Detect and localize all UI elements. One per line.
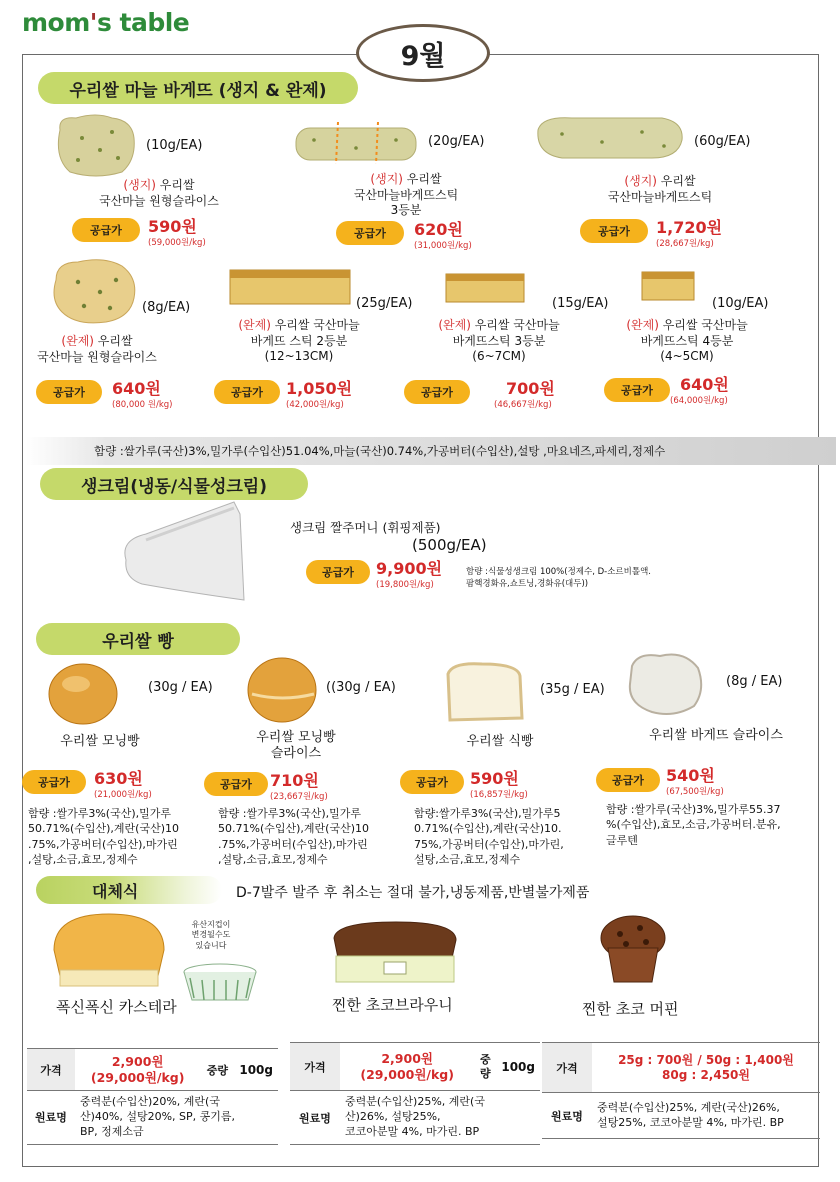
brownie-weight: 100g	[496, 1043, 540, 1091]
weight-garlic-4: (8g/EA)	[142, 300, 191, 315]
product-name-rice-1: 우리쌀 모닝빵	[60, 734, 140, 749]
garlic-round-slice-raw-image	[52, 110, 140, 180]
garlic-stick-raw-image	[532, 112, 688, 164]
garlic-stick-2cut-baked-image	[228, 266, 352, 308]
per-kg-garlic-3: (28,667원/kg)	[656, 239, 714, 249]
ingredients-rice-1: 함량 :쌀가루3%(국산),밀가루 50.71%(수입산),계란(국산)10 .75%,가공버터(수입산),마가린 ,설탕,소금,효모,정제수	[28, 807, 179, 867]
cream-product-name: 생크림 짤주머니 (휘핑제품)	[290, 520, 441, 535]
weight-garlic-3: (60g/EA)	[694, 134, 751, 149]
price-garlic-1: 590원	[148, 217, 197, 236]
section-title-fresh-cream: 생크림(냉동/식물성크림)	[40, 468, 308, 500]
supply-price-badge: 공급가	[400, 770, 464, 794]
castella-price: 2,900원 (29,000원/kg)	[75, 1049, 200, 1091]
section-title-garlic-baguette: 우리쌀 마늘 바게뜨 (생지 & 완제)	[38, 72, 358, 104]
section-title-alt-meal: 대체식	[36, 876, 222, 904]
muffin-price: 25g : 700원 / 50g : 1,400원 80g : 2,450원	[592, 1043, 820, 1093]
weight-rice-3: (35g / EA)	[540, 682, 605, 697]
garlic-round-slice-baked-image	[48, 256, 142, 326]
per-kg-garlic-5: (42,000원/kg)	[286, 400, 344, 410]
cream-per-kg: (19,800원/kg)	[376, 580, 434, 590]
price-label: 가격	[27, 1049, 75, 1091]
ingredient-label: 원료명	[542, 1093, 592, 1139]
product-name-rice-4: 우리쌀 바게뜨 슬라이스	[649, 728, 783, 743]
choco-muffin-image	[596, 912, 670, 986]
rice-morning-bread-slice-image	[244, 654, 320, 724]
piping-bag-image	[116, 500, 248, 604]
ingredient-label: 원료명	[27, 1091, 75, 1145]
cream-weight: (500g/EA)	[412, 536, 487, 554]
product-name-garlic-1: (생지) 우리쌀 국산마늘 원형슬라이스	[99, 178, 219, 208]
product-name-garlic-4: (완제) 우리쌀 국산마늘 원형슬라이스	[37, 334, 157, 364]
per-kg-garlic-2: (31,000원/kg)	[414, 241, 472, 251]
product-name-garlic-6: (완제) 우리쌀 국산마늘 바게뜨스틱 3등분 (6~7CM)	[438, 318, 560, 364]
supply-price-badge: 공급가	[604, 378, 670, 402]
price-garlic-4: 640원	[112, 379, 161, 398]
per-kg-garlic-6: (46,667원/kg)	[494, 400, 552, 410]
price-label: 가격	[290, 1043, 340, 1091]
price-garlic-6: 700원	[506, 379, 555, 398]
per-kg-rice-4: (67,500원/kg)	[666, 787, 724, 797]
weight-rice-4: (8g / EA)	[726, 674, 783, 689]
muffin-spec-table	[542, 1042, 820, 1139]
supply-price-badge: 공급가	[72, 218, 140, 242]
supply-price-badge: 공급가	[306, 560, 370, 584]
weight-garlic-1: (10g/EA)	[146, 138, 203, 153]
brownie-name: 찐한 초코브라우니	[332, 996, 453, 1014]
weight-rice-1: (30g / EA)	[148, 680, 213, 695]
cream-price: 9,900원	[376, 559, 443, 578]
castella-spec-table	[27, 1048, 278, 1145]
rice-morning-bread-image	[46, 660, 120, 726]
ingredients-rice-2: 함량 :쌀가루3%(국산),밀가루 50.71%(수입산),계란(국산)10 .75%,가공버터(수입산),마가린 ,설탕,소금,효모,정제수	[218, 807, 369, 867]
choco-brownie-image	[326, 916, 464, 986]
price-garlic-5: 1,050원	[286, 379, 353, 398]
price-label: 가격	[542, 1043, 592, 1093]
ingredient-label: 원료명	[290, 1091, 340, 1145]
ingredients-rice-4: 함량 :쌀가루(국산)3%,밀가루55.37 %(수입산),효모,소금,가공버터.분유, 글루텐	[606, 803, 781, 847]
garlic-stick-3cut-baked-image	[444, 270, 526, 306]
per-kg-rice-2: (23,667원/kg)	[270, 792, 328, 802]
ingredients-rice-3: 함량:쌀가루3%(국산),밀가루5 0.71%(수입산),계란(국산)10. 75%,가공버터(수입산),마가린, 설탕,소금,효모,정제수	[414, 807, 564, 867]
paper-cup-notice: 유산지컵이 변경될수도 있습니다	[191, 920, 231, 950]
rice-white-bread-image	[442, 660, 526, 724]
weight-rice-2: ((30g / EA)	[326, 680, 396, 695]
product-name-garlic-3: (생지) 우리쌀 국산마늘바게뜨스틱	[607, 174, 713, 204]
product-name-garlic-5: (완제) 우리쌀 국산마늘 바게뜨 스틱 2등분 (12~13CM)	[238, 318, 360, 364]
muffin-ingredients: 중력분(수입산)25%, 계란(국산)26%, 설탕25%, 코코아분말 4%, 마가린. BP	[592, 1093, 820, 1139]
weight-garlic-5: (25g/EA)	[356, 296, 413, 311]
castella-weight: 100g	[234, 1049, 278, 1091]
paper-cup-image	[182, 962, 258, 1006]
weight-garlic-7: (10g/EA)	[712, 296, 769, 311]
weight-garlic-2: (20g/EA)	[428, 134, 485, 149]
ingredients-garlic-baguette: 함량 :쌀가루(국산)3%,밀가루(수입산)51.04%,마늘(국산)0.74%,가공버터(수입산),설탕 ,마요네즈,파세리,정제수	[26, 437, 836, 465]
supply-price-badge: 공급가	[22, 770, 86, 794]
weight-garlic-6: (15g/EA)	[552, 296, 609, 311]
product-name-garlic-2: (생지) 우리쌀 국산마늘바게뜨스틱 3등분	[353, 172, 459, 218]
brand-logo: mom's table	[22, 8, 190, 37]
per-kg-garlic-1: (59,000원/kg)	[148, 238, 206, 248]
rice-baguette-slice-image	[624, 648, 706, 718]
cream-ingredients: 함량 :식물성생크림 100%(정제수, D-소르비톨액. 팜핵경화유,쇼트닝,경화유(대두))	[466, 567, 651, 590]
weight-label: 중 량	[474, 1043, 496, 1091]
weight-label: 중량	[200, 1049, 234, 1091]
brownie-price: 2,900원 (29,000원/kg)	[340, 1043, 474, 1091]
per-kg-garlic-4: (80,000 원/kg)	[112, 400, 173, 410]
supply-price-badge: 공급가	[36, 380, 102, 404]
price-rice-3: 590원	[470, 769, 519, 788]
supply-price-badge: 공급가	[596, 768, 660, 792]
price-garlic-2: 620원	[414, 220, 463, 239]
price-garlic-7: 640원	[680, 375, 729, 394]
per-kg-rice-1: (21,000원/kg)	[94, 790, 152, 800]
castella-ingredients: 중력분(수입산)20%, 계란(국 산)40%, 설탕20%, SP, 콩기름, BP, 정제소금	[75, 1091, 278, 1145]
per-kg-garlic-7: (64,000원/kg)	[670, 396, 728, 406]
brownie-spec-table	[290, 1042, 540, 1145]
product-name-rice-3: 우리쌀 식빵	[466, 734, 534, 749]
garlic-stick-3cut-raw-image	[292, 118, 420, 166]
supply-price-badge: 공급가	[336, 221, 404, 245]
price-rice-4: 540원	[666, 766, 715, 785]
garlic-stick-4cut-baked-image	[640, 268, 696, 304]
supply-price-badge: 공급가	[404, 380, 470, 404]
price-garlic-3: 1,720원	[656, 218, 723, 237]
castella-name: 폭신폭신 카스테라	[56, 998, 177, 1016]
castella-image	[46, 910, 172, 992]
per-kg-rice-3: (16,857원/kg)	[470, 790, 528, 800]
supply-price-badge: 공급가	[204, 772, 268, 796]
supply-price-badge: 공급가	[214, 380, 280, 404]
supply-price-badge: 공급가	[580, 219, 648, 243]
product-name-rice-2: 우리쌀 모닝빵 슬라이스	[256, 730, 336, 762]
price-rice-1: 630원	[94, 769, 143, 788]
section-title-rice-bread: 우리쌀 빵	[36, 623, 240, 655]
brownie-ingredients: 중력분(수입산)25%, 계란(국 산)26%, 설탕25%, 코코아분말 4%, 마가린. BP	[340, 1091, 540, 1145]
product-name-garlic-7: (완제) 우리쌀 국산마늘 바게뜨스틱 4등분 (4~5CM)	[626, 318, 748, 364]
frame-top-right	[488, 54, 819, 55]
price-rice-2: 710원	[270, 771, 319, 790]
month-title: 9월	[356, 24, 490, 82]
frame-top-left	[22, 54, 358, 55]
muffin-name: 찐한 초코 머핀	[582, 1000, 679, 1018]
order-notice: D-7발주 발주 후 취소는 절대 불가,냉동제품,반별불가제품	[236, 885, 590, 901]
